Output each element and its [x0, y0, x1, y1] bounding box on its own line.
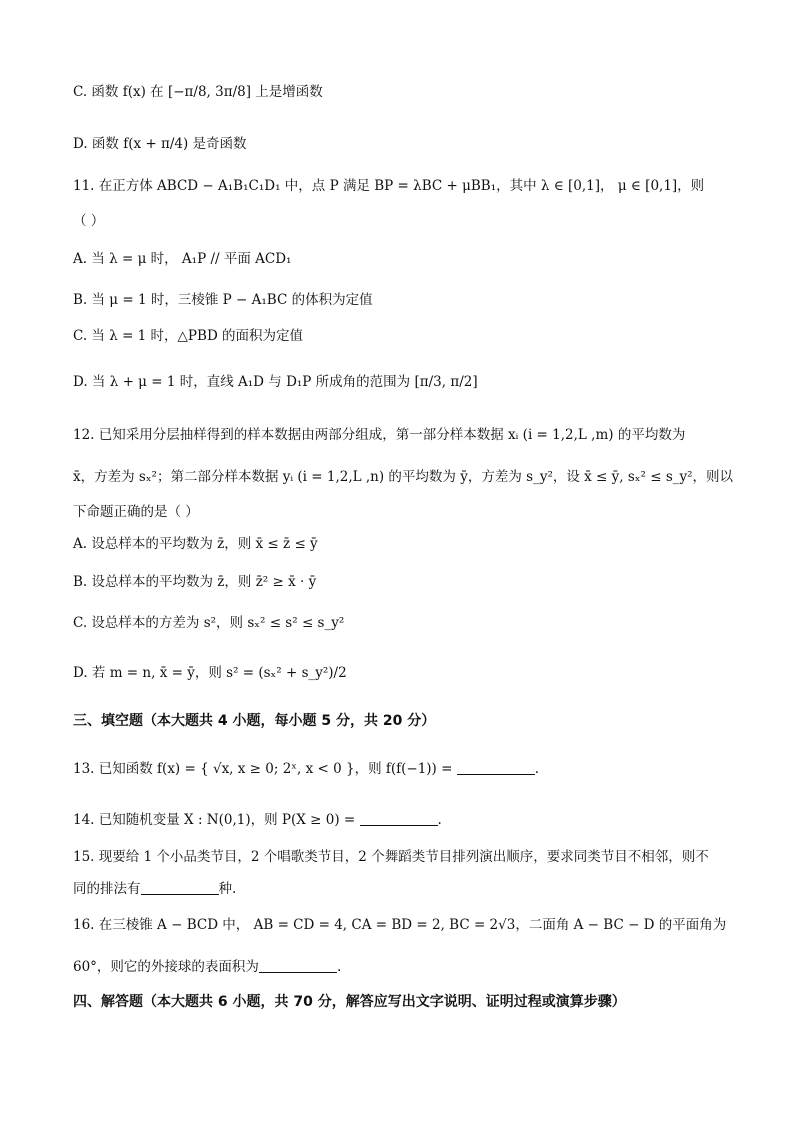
question-15-line2	[73, 879, 734, 899]
question-11-option-b: B. 当 μ = 1 时，三棱锥 P − A₁BC 的体积为定值	[73, 292, 373, 308]
question-12-stem-line2: x̄，方差为 sₓ²；第二部分样本数据 yᵢ (i = 1,2,L ,n) 的平均数为 ȳ，方差为 s_y²，设 x̄ ≤ ȳ, sₓ² ≤ s_y²，则以	[73, 469, 734, 485]
question-11-option-d: D. 当 λ + μ = 1 时，直线 A₁D 与 D₁P 所成角的范围为 [π/3, π/2]	[73, 374, 478, 390]
section-4-heading: 四、解答题（本大题共 6 小题，共 70 分，解答应写出文字说明、证明过程或演算步骤）	[73, 994, 626, 1010]
question-16-line1: 16. 在三棱锥 A − BCD 中， AB = CD = 4, CA = BD = 2, BC = 2√3，二面角 A − BC − D 的平面角为	[73, 917, 727, 933]
question-15-line1: 15. 现要给 1 个小品类节目，2 个唱歌类节目，2 个舞蹈类节目排列演出顺序，要求同类节目不相邻，则不	[73, 849, 709, 865]
question-11-paren: （ ）	[73, 213, 105, 229]
question-14: 14. 已知随机变量 X : N(0,1)，则 P(X ≥ 0) = .	[73, 812, 442, 828]
question-12-option-b: B. 设总样本的平均数为 z̄，则 z̄² ≥ x̄ · ȳ	[73, 574, 317, 590]
question-11-option-a: A. 当 λ = μ 时， A₁P // 平面 ACD₁	[73, 251, 292, 267]
answer-blank-14[interactable]	[360, 811, 438, 826]
option-d-line: D. 函数 f(x + π/4) 是奇函数	[73, 136, 247, 152]
question-12-option-a: A. 设总样本的平均数为 z̄，则 x̄ ≤ z̄ ≤ ȳ	[73, 536, 318, 552]
question-15-text: 同的排法有	[73, 881, 141, 897]
question-11-stem: 11. 在正方体 ABCD − A₁B₁C₁D₁ 中，点 P 满足 BP = λBC + μBB₁，其中 λ ∈ [0,1]， μ ∈ [0,1]，则	[73, 178, 705, 194]
question-11-option-c: C. 当 λ = 1 时，△PBD 的面积为定值	[73, 328, 304, 344]
question-15-tail: 种.	[218, 881, 237, 897]
answer-blank-15[interactable]	[141, 880, 219, 895]
question-16-text: 60°，则它的外接球的表面积为	[73, 959, 259, 975]
question-14-text: 14. 已知随机变量 X : N(0,1)，则 P(X ≥ 0) =	[73, 812, 356, 828]
question-13: 13. 已知函数 f(x) = { √x, x ≥ 0; 2ˣ, x < 0 }，则 f(f(−1)) = .	[73, 761, 540, 777]
answer-blank-13[interactable]	[457, 760, 535, 775]
option-c-line: C. 函数 f(x) 在 [−π/8, 3π/8] 上是增函数	[73, 84, 323, 100]
question-16-line2: 60°，则它的外接球的表面积为 .	[73, 959, 342, 975]
question-12-option-c: C. 设总样本的方差为 s²，则 sₓ² ≤ s² ≤ s_y²	[73, 615, 345, 631]
question-13-text: 13. 已知函数 f(x) = { √x, x ≥ 0; 2ˣ, x < 0 }，则 f(f(−1)) =	[73, 761, 453, 777]
question-12-stem-line1: 12. 已知采用分层抽样得到的样本数据由两部分组成，第一部分样本数据 xᵢ (i = 1,2,L ,m) 的平均数为	[73, 427, 686, 443]
section-3-heading: 三、填空题（本大题共 4 小题，每小题 5 分，共 20 分）	[73, 713, 436, 729]
answer-blank-16[interactable]	[259, 958, 337, 973]
question-12-stem-line3: 下命题正确的是（ ）	[73, 504, 199, 520]
question-12-option-d: D. 若 m = n, x̄ = ȳ，则 s² = (sₓ² + s_y²)/2	[73, 665, 347, 681]
